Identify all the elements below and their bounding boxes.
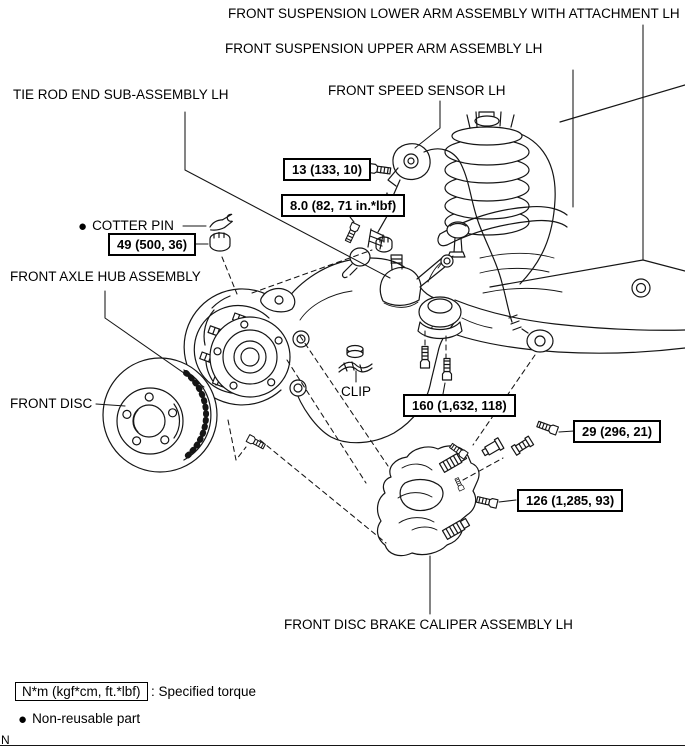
label-caliper: FRONT DISC BRAKE CALIPER ASSEMBLY LH bbox=[284, 617, 573, 632]
caliper-mount-bolt bbox=[476, 495, 498, 508]
label-speed-sensor: FRONT SPEED SENSOR LH bbox=[328, 83, 506, 98]
leader-lines bbox=[96, 25, 643, 614]
castle-nut-glyph bbox=[210, 233, 230, 252]
label-cotter-pin bbox=[78, 218, 174, 234]
legend-torque-desc: : Specified torque bbox=[151, 684, 257, 699]
sensor-connector bbox=[522, 329, 553, 352]
torque-box-126: 126 (1,285, 93) bbox=[517, 489, 623, 512]
non-reusable-dot-icon: ● bbox=[78, 218, 88, 235]
brake-disc bbox=[103, 358, 217, 472]
speed-sensor bbox=[388, 144, 430, 186]
cotter-pin-text: COTTER PIN bbox=[92, 218, 174, 233]
coil-spring bbox=[445, 139, 529, 235]
strut-top-mount bbox=[452, 112, 522, 145]
label-axle-hub: FRONT AXLE HUB ASSEMBLY bbox=[10, 269, 201, 284]
clip-glyph bbox=[339, 346, 372, 373]
hose-fitting bbox=[481, 438, 504, 458]
harness-clamp-bolt bbox=[344, 222, 360, 243]
torque-box-160: 160 (1,632, 118) bbox=[403, 394, 516, 417]
label-tie-rod: TIE ROD END SUB-ASSEMBLY LH bbox=[13, 87, 229, 102]
torque-box-49: 49 (500, 36) bbox=[108, 233, 196, 256]
brake-caliper bbox=[378, 420, 559, 556]
torque-box-29: 29 (296, 21) bbox=[573, 420, 661, 443]
label-lower-arm: FRONT SUSPENSION LOWER ARM ASSEMBLY WITH ATTACHMENT LH bbox=[228, 6, 680, 21]
lower-ball-joint bbox=[418, 297, 462, 380]
page-margin-char: N bbox=[1, 733, 10, 747]
cotter-pin-glyph bbox=[208, 214, 234, 232]
sensor-bracket-bolt bbox=[368, 164, 391, 176]
label-clip: CLIP bbox=[341, 384, 372, 399]
caliper-pin-sleeve bbox=[511, 436, 533, 455]
non-reusable-dot-icon: ● bbox=[18, 711, 28, 728]
strut-and-spring bbox=[445, 112, 555, 284]
caliper-pin-bolt bbox=[536, 420, 558, 435]
label-upper-arm: FRONT SUSPENSION UPPER ARM ASSEMBLY LH bbox=[225, 41, 543, 56]
torque-box-8: 8.0 (82, 71 in.*lbf) bbox=[281, 194, 405, 217]
legend-non-reusable bbox=[18, 711, 140, 727]
non-reusable-text: Non-reusable part bbox=[32, 711, 141, 726]
torque-box-13: 13 (133, 10) bbox=[283, 158, 371, 181]
lower-arm bbox=[443, 279, 685, 353]
label-front-disc: FRONT DISC bbox=[10, 396, 93, 411]
legend-torque-unit-box: N*m (kgf*cm, ft.*lbf) bbox=[15, 682, 148, 701]
